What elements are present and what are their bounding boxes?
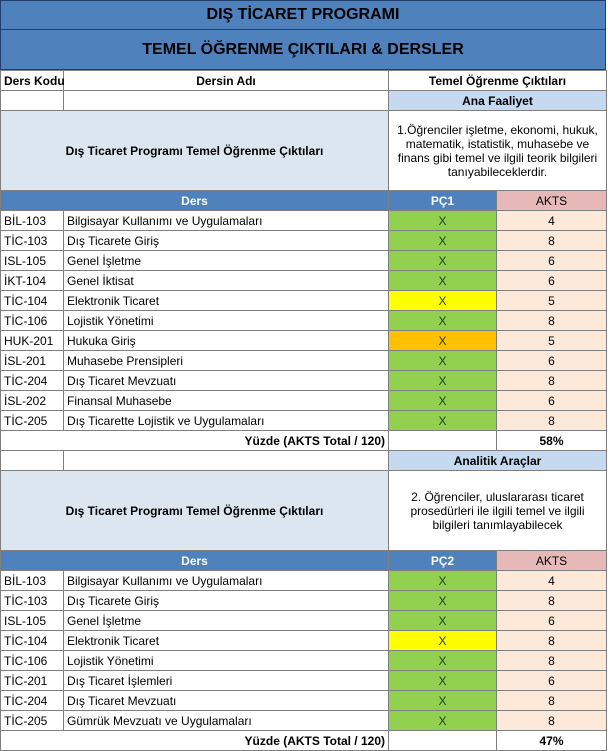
course-code: ISL-105 (1, 251, 64, 271)
course-code: TİC-104 (1, 631, 64, 651)
outcome-mark: X (389, 411, 497, 431)
outcome-mark: X (389, 251, 497, 271)
course-code: ISL-105 (1, 611, 64, 631)
course-name: Hukuka Giriş (64, 331, 389, 351)
course-name: Genel İşletme (64, 611, 389, 631)
table-row (1, 251, 607, 271)
course-code: TİC-205 (1, 411, 64, 431)
course-name: Dış Ticaret İşlemleri (64, 671, 389, 691)
table-row (1, 231, 607, 251)
page-subtitle: TEMEL ÖĞRENME ÇIKTILARI & DERSLER (0, 30, 606, 70)
course-code: TİC-103 (1, 231, 64, 251)
course-code: TİC-205 (1, 711, 64, 731)
course-code: İSL-201 (1, 351, 64, 371)
ders-header: Ders (1, 551, 389, 571)
course-code: TİC-106 (1, 651, 64, 671)
course-code: TİC-204 (1, 691, 64, 711)
akts-value: 8 (497, 591, 607, 611)
outcomes-table (0, 70, 607, 751)
course-code: İSL-202 (1, 391, 64, 411)
total-percent: 58% (497, 431, 607, 451)
section-title-row (1, 451, 607, 471)
table-row (1, 391, 607, 411)
akts-value: 6 (497, 391, 607, 411)
section-title-row (1, 91, 607, 111)
table-row (1, 671, 607, 691)
akts-value: 8 (497, 631, 607, 651)
total-row (1, 431, 607, 451)
col-name-header: Dersin Adı (64, 71, 389, 91)
table-row (1, 571, 607, 591)
course-code: BİL-103 (1, 571, 64, 591)
outcome-mark: X (389, 631, 497, 651)
outcome-description: 1.Öğrenciler işletme, ekonomi, hukuk, matematik, istatistik, muhasebe ve finans gibi temel ve ilgili teorik bilgileri tanıyabileceklerdir. (389, 111, 607, 191)
course-name: Dış Ticarete Giriş (64, 231, 389, 251)
akts-value: 8 (497, 311, 607, 331)
course-code: TİC-201 (1, 671, 64, 691)
course-name: Elektronik Ticaret (64, 291, 389, 311)
akts-header: AKTS (497, 551, 607, 571)
course-name: Elektronik Ticaret (64, 631, 389, 651)
outcome-mark: X (389, 591, 497, 611)
akts-value: 8 (497, 651, 607, 671)
table-row (1, 331, 607, 351)
program-title: DIŞ TİCARET PROGRAMI (0, 0, 606, 30)
table-row (1, 651, 607, 671)
outcome-mark: X (389, 391, 497, 411)
course-head-row (1, 191, 607, 211)
table-row (1, 411, 607, 431)
outcome-mark: X (389, 231, 497, 251)
akts-value: 8 (497, 691, 607, 711)
table-row (1, 591, 607, 611)
section-label-row (1, 471, 607, 551)
section-title: Ana Faaliyet (389, 91, 607, 111)
table-row (1, 271, 607, 291)
akts-value: 8 (497, 411, 607, 431)
course-code: BİL-103 (1, 211, 64, 231)
course-name: Finansal Muhasebe (64, 391, 389, 411)
pc-header: PÇ1 (389, 191, 497, 211)
outcome-mark: X (389, 691, 497, 711)
section-label-row (1, 111, 607, 191)
table-row (1, 371, 607, 391)
total-row (1, 731, 607, 751)
col-outcomes-header: Temel Öğrenme Çıktıları (389, 71, 607, 91)
table-row (1, 611, 607, 631)
course-name: Gümrük Mevzuatı ve Uygulamaları (64, 711, 389, 731)
outcome-description: 2. Öğrenciler, uluslararası ticaret prosedürleri ile ilgili temel ve ilgili bilgileri tanımlayabilecek (389, 471, 607, 551)
outcome-mark: X (389, 291, 497, 311)
akts-value: 6 (497, 251, 607, 271)
outcome-mark: X (389, 571, 497, 591)
course-code: İKT-104 (1, 271, 64, 291)
outcome-mark: X (389, 271, 497, 291)
course-code: TİC-104 (1, 291, 64, 311)
header-row (1, 71, 607, 91)
akts-value: 6 (497, 271, 607, 291)
course-code: TİC-103 (1, 591, 64, 611)
course-name: Dış Ticarette Lojistik ve Uygulamaları (64, 411, 389, 431)
course-name: Bilgisayar Kullanımı ve Uygulamaları (64, 211, 389, 231)
pc-header: PÇ2 (389, 551, 497, 571)
course-name: Muhasebe Prensipleri (64, 351, 389, 371)
course-name: Dış Ticaret Mevzuatı (64, 371, 389, 391)
course-name: Bilgisayar Kullanımı ve Uygulamaları (64, 571, 389, 591)
course-name: Lojistik Yönetimi (64, 651, 389, 671)
akts-value: 5 (497, 291, 607, 311)
akts-value: 6 (497, 671, 607, 691)
table-row (1, 211, 607, 231)
akts-header: AKTS (497, 191, 607, 211)
table-row (1, 631, 607, 651)
akts-value: 4 (497, 571, 607, 591)
table-row (1, 291, 607, 311)
section-label: Dış Ticaret Programı Temel Öğrenme Çıktıları (1, 111, 389, 191)
course-name: Genel İktisat (64, 271, 389, 291)
ders-header: Ders (1, 191, 389, 211)
akts-value: 6 (497, 351, 607, 371)
table-row (1, 711, 607, 731)
outcome-mark: X (389, 311, 497, 331)
outcome-mark: X (389, 211, 497, 231)
akts-value: 8 (497, 371, 607, 391)
outcome-mark: X (389, 611, 497, 631)
course-code: TİC-204 (1, 371, 64, 391)
course-name: Lojistik Yönetimi (64, 311, 389, 331)
outcome-mark: X (389, 671, 497, 691)
total-label: Yüzde (AKTS Total / 120) (1, 731, 389, 751)
course-name: Dış Ticarete Giriş (64, 591, 389, 611)
akts-value: 4 (497, 211, 607, 231)
table-row (1, 311, 607, 331)
outcome-mark: X (389, 651, 497, 671)
section-label: Dış Ticaret Programı Temel Öğrenme Çıktıları (1, 471, 389, 551)
akts-value: 8 (497, 231, 607, 251)
course-name: Dış Ticaret Mevzuatı (64, 691, 389, 711)
col-code-header: Ders Kodu (1, 71, 64, 91)
total-percent: 47% (497, 731, 607, 751)
course-name: Genel İşletme (64, 251, 389, 271)
outcome-mark: X (389, 351, 497, 371)
table-row (1, 691, 607, 711)
course-code: HUK-201 (1, 331, 64, 351)
akts-value: 5 (497, 331, 607, 351)
total-label: Yüzde (AKTS Total / 120) (1, 431, 389, 451)
course-code: TİC-106 (1, 311, 64, 331)
course-head-row (1, 551, 607, 571)
section-title: Analitik Araçlar (389, 451, 607, 471)
outcome-mark: X (389, 331, 497, 351)
akts-value: 6 (497, 611, 607, 631)
outcome-mark: X (389, 711, 497, 731)
outcome-mark: X (389, 371, 497, 391)
akts-value: 8 (497, 711, 607, 731)
table-row (1, 351, 607, 371)
